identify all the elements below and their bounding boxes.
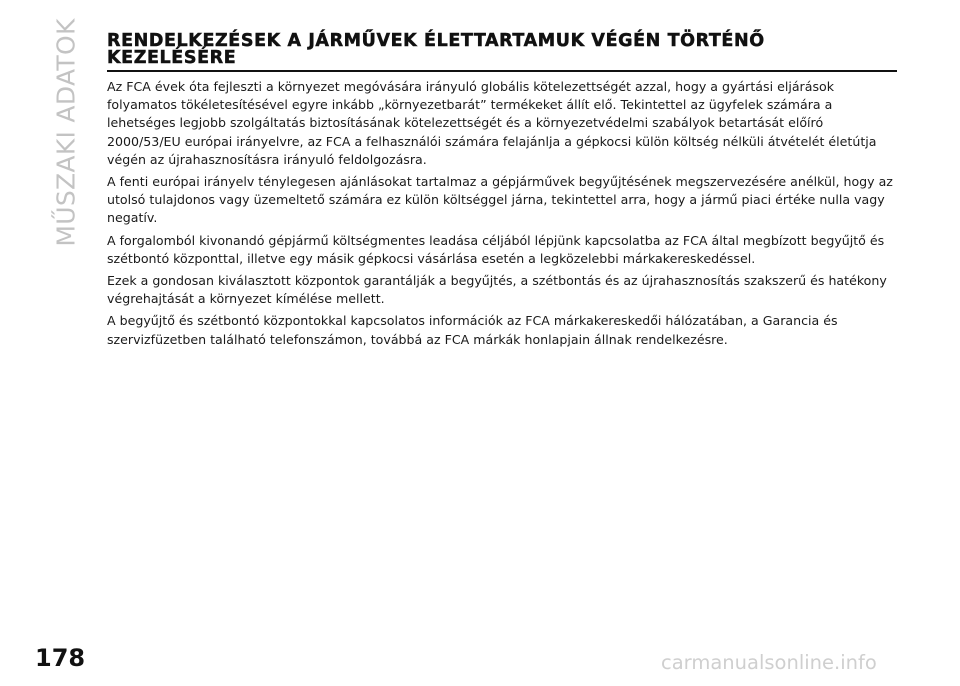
section-side-label-text: MŰSZAKI ADATOK xyxy=(51,17,81,247)
section-side-label xyxy=(40,17,92,247)
body-paragraph: A begyűjtő és szétbontó központokkal kapcsolatos információk az FCA márkakereskedői hálózatában, a Garancia és szervizfüzetben található telefonszámon, továbbá az FCA márkák honlapjain állnak rendelkezésre. xyxy=(107,313,838,347)
body-paragraph: Az FCA évek óta fejleszti a környezet megóvására irányuló globális kötelezettségét azzal, hogy a gyártási eljárások folyamatos tökéletesítésével egyre inkább „környezetbarát” termékeket állít elő. Tekintettel az ügyfelek számára a lehetséges legjobb szolgáltatás biztosításának kötelezettségét és a környezetvédelmi szabályok betartását előíró 2000/53/EU európai irányelvre, az FCA a felhasználói számára felajánlja a gépkocsi külön költség nélküli átvételét életútja végén az újrahasznosításra irányuló feldolgozásra. xyxy=(107,79,877,167)
page-content xyxy=(107,33,897,349)
page-number: 178 xyxy=(35,644,86,672)
site-watermark: carmanualsonline.info xyxy=(661,651,877,674)
body-paragraph: A forgalomból kivonandó gépjármű költségmentes leadása céljából lépjünk kapcsolatba az FCA által megbízott begyűjtő és szétbontó központtal, illetve egy másik gépkocsi vásárlása esetén a legközelebbi márkakereskedéssel. xyxy=(107,232,885,266)
section-title: RENDELKEZÉSEK A JÁRMŰVEK ÉLETTARTAMUK VÉGÉN TÖRTÉNŐ KEZELÉSÉRE xyxy=(107,33,897,72)
body-paragraph: A fenti európai irányelv ténylegesen ajánlásokat tartalmaz a gépjárművek begyűjtésének megszervezésére anélkül, hogy az utolsó tulajdonos vagy üzemeltető számára ez külön költséggel járna, tekintettel arra, hogy a jármű piaci értéke nulla vagy negatív. xyxy=(107,174,893,226)
body-paragraph: Ezek a gondosan kiválasztott központok garantálják a begyűjtés, a szétbontás és az újrahasznosítás szakszerű és hatékony végrehajtását a környezet kímélése mellett. xyxy=(107,273,887,307)
